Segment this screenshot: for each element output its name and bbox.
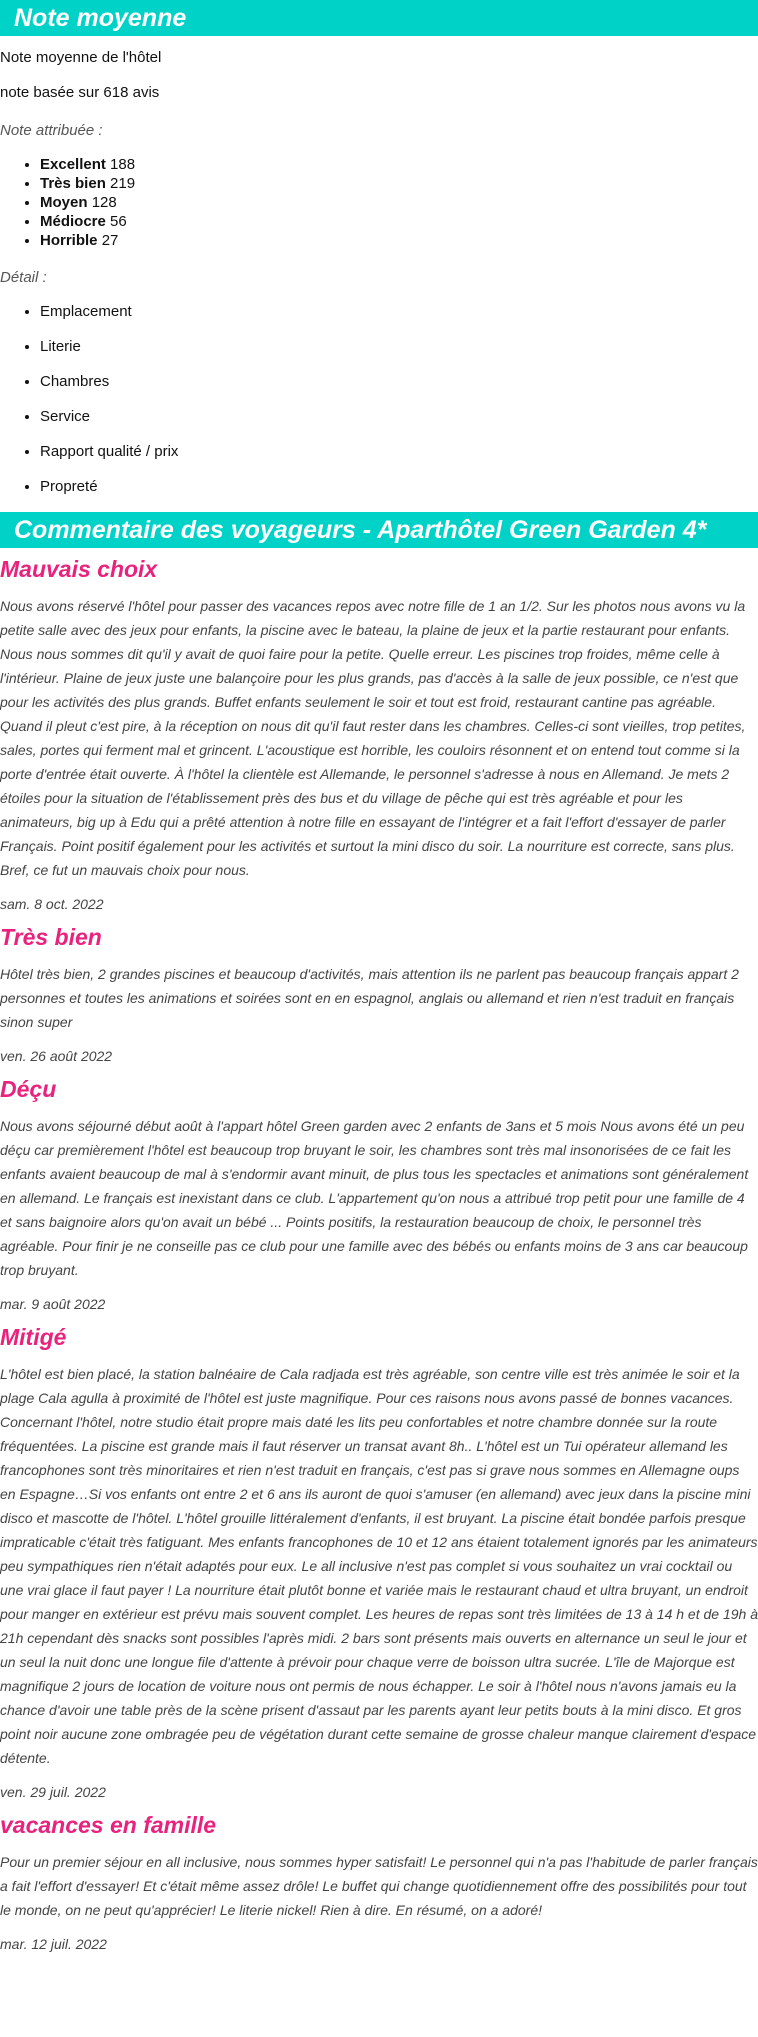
review-date: sam. 8 oct. 2022	[0, 896, 104, 912]
rating-summary-section	[0, 0, 758, 496]
rating-item-tres-bien	[40, 174, 758, 193]
review-date: mar. 12 juil. 2022	[0, 1936, 107, 1952]
rating-item-mediocre	[40, 212, 758, 231]
ratings-label: Note attribuée :	[0, 122, 103, 139]
rating-count: 128	[91, 194, 117, 211]
rating-summary	[0, 36, 758, 496]
rating-count: 219	[110, 175, 136, 192]
review-body: Nous avons séjourné début août à l'appart hôtel Green garden avec 2 enfants de 3ans et 5 mois Nous avons été un peu déçu car premièrement l'hôtel est beaucoup trop bruyant le soir, les chambres sont très mal insonorisées de ce fait les enfants avaient beaucoup de mal à s'endormir avant minuit, de plus tous les spectacles et animations sont généralement en allemand. Le français est inexistant dans ce club. L'appartement qu'on nous a attribué trop petit pour une famille de 4 et sans baignoire alors qu'on avait un bébé ... Points positifs, la restauration beaucoup de choix, le personnel très agréable. Pour finir je ne conseille pas ce club pour une famille avec des bébés ou enfants moins de 3 ans car beaucoup trop bruyant.	[0, 1118, 749, 1278]
details-list	[0, 302, 758, 496]
ratings-list	[0, 155, 758, 250]
review-body: L'hôtel est bien placé, la station balnéaire de Cala radjada est très agréable, son centre ville est très animée le soir et la plage Cala agulla à proximité de l'hôtel est juste magnifique. Pour ces raisons nous avons passé de bonnes vacances. Concernant l'hôtel, notre studio était propre mais daté les lits peu confortables et notre chambre donnée sur la route fréquentées. La piscine est grande mais il faut réserver un transat avant 8h.. L'hôtel est un Tui opérateur allemand les francophones sont très minoritaires et rien n'est traduit en français, c'est pas si grave nous sommes en Allemagne oups en Espagne…Si vos enfants ont entre 2 et 6 ans ils auront de quoi s'amuser (en allemand) avec jeux dans la piscine mini disco et mascotte de l'hôtel. L'hôtel grouille littéralement d'enfants, il est bruyant. La piscine était bondée parfois presque impraticable c'était très fatiguant. Mes enfants francophones de 10 et 12 ans étaient totalement ignorés par les animateurs peu sympathiques rien n'était adaptés pour eux. Le all inclusive n'est pas complet si vous souhaitez un vrai cocktail ou une vrai glace il faut payer ! La nourriture était plutôt bonne et variée mais le restaurant chaud et ultra bruyant, un endroit pour manger en extérieur est prévu mais souvent complet. Les heures de repas sont très limitées de 13 à 14 h et de 19h à 21h cependant dès snacks sont possibles l'après midi. 2 bars sont présents mais ouverts en alternance un seul le jour et un seul la nuit donc une longue file d'attente à prévoir pour chaque verre de boisson ultra sucrée. L'île de Majorque est magnifique 2 jours de location de voiture nous ont permis de nous échapper. Le soir à l'hôtel nous n'avons jamais eu la chance d'avoir une table près de la scène prisent d'assaut par les parents ayant leur petits bouts à la mini disco. Et gros point noir aucune zone ombragée peu de végétation durant cette semaine de grosse chaleur manque clairement d'espace détente.	[0, 1366, 758, 1766]
detail-item-chambres: • Chambres	[40, 372, 758, 391]
review-body: Hôtel très bien, 2 grandes piscines et beaucoup d'activités, mais attention ils ne parlent pas beaucoup français appart 2 personnes et toutes les animations et soirées sont en en espagnol, anglais ou allemand et rien n'est traduit en français sinon super	[0, 966, 739, 1030]
review-title: vacances en famille	[0, 1812, 217, 1838]
rating-count: 27	[101, 232, 119, 249]
review-count-text: note basée sur 618 avis	[0, 84, 160, 101]
rating-label: Médiocre	[40, 213, 106, 230]
rating-label: Horrible	[40, 232, 98, 249]
review-date: mar. 9 août 2022	[0, 1296, 106, 1312]
review-date: ven. 29 juil. 2022	[0, 1784, 106, 1800]
rating-label: Excellent	[40, 156, 106, 173]
detail-item-rapport-qualite-prix: • Rapport qualité / prix	[40, 442, 758, 461]
review-item	[0, 922, 758, 1068]
detail-item-service: • Service	[40, 407, 758, 426]
rating-item-moyen	[40, 193, 758, 212]
rating-count: 56	[110, 213, 127, 230]
reviews-header: Commentaire des voyageurs - Aparthôtel Green Garden 4*	[0, 512, 758, 548]
rating-count: 188	[110, 156, 136, 173]
rating-label: Très bien	[40, 175, 106, 192]
review-title: Déçu	[0, 1076, 57, 1102]
review-item	[0, 1074, 758, 1316]
review-item	[0, 1810, 758, 1956]
review-item	[0, 1322, 758, 1804]
detail-item-proprete: • Propreté	[40, 477, 758, 496]
review-date: ven. 26 août 2022	[0, 1048, 113, 1064]
reviews-section	[0, 512, 758, 1956]
review-title: Très bien	[0, 924, 102, 950]
rating-label: Moyen	[40, 194, 88, 211]
rating-item-excellent	[40, 155, 758, 174]
review-title: Mauvais choix	[0, 556, 158, 582]
review-item	[0, 554, 758, 916]
rating-summary-header: Note moyenne	[0, 0, 758, 36]
review-body: Pour un premier séjour en all inclusive, nous sommes hyper satisfait! Le personnel qui n'a pas l'habitude de parler français a fait l'effort d'essayer! Et c'était même assez drôle! Le buffet qui change quotidiennement offre des possibilités pour tout le monde, on ne peut qu'apprécier! Le literie nickel! Rien à dire. En résumé, on a adoré!	[0, 1854, 758, 1918]
review-body: Nous avons réservé l'hôtel pour passer des vacances repos avec notre fille de 1 an 1/2. Sur les photos nous avons vu la petite salle avec des jeux pour enfants, la piscine avec le bateau, la plaine de jeux et la partie restaurant pour enfants. Nous nous sommes dit qu'il y avait de quoi faire pour la petite. Quelle erreur. Les piscines trop froides, même celle à l'intérieur. Plaine de jeux juste une balançoire pour les plus grands, pas d'accès à la salle de jeux possible, ce n'est que pour les activités des plus grands. Buffet enfants seulement le soir et tout est froid, restaurant cantine pas agréable. Quand il pleut c'est pire, à la réception on nous dit qu'il faut rester dans les chambres. Celles-ci sont vieilles, trop petites, sales, portes qui ferment mal et grincent. L'acoustique est horrible, les couloirs résonnent et on entend tout comme si la porte d'entrée était ouverte. À l'hôtel la clientèle est Allemande, le personnel s'adresse à nous en Allemand. Je mets 2 étoiles pour la situation de l'établissement près des bus et du village de pêche qui est très agréable et pour les animateurs, big up à Edu qui a prêté attention à notre fille en essayant de l'intégrer et a fait l'effort d'essayer de parler Français. Point positif également pour les activités et surtout la mini disco du soir. La nourriture est correcte, sans plus. Bref, ce fut un mauvais choix pour nous.	[0, 598, 746, 878]
review-title: Mitigé	[0, 1324, 67, 1350]
detail-item-literie: • Literie	[40, 337, 758, 356]
rating-item-horrible	[40, 231, 758, 250]
hotel-average-label: Note moyenne de l'hôtel	[0, 49, 162, 66]
detail-item-emplacement: • Emplacement	[40, 302, 758, 321]
details-label: Détail :	[0, 269, 47, 286]
